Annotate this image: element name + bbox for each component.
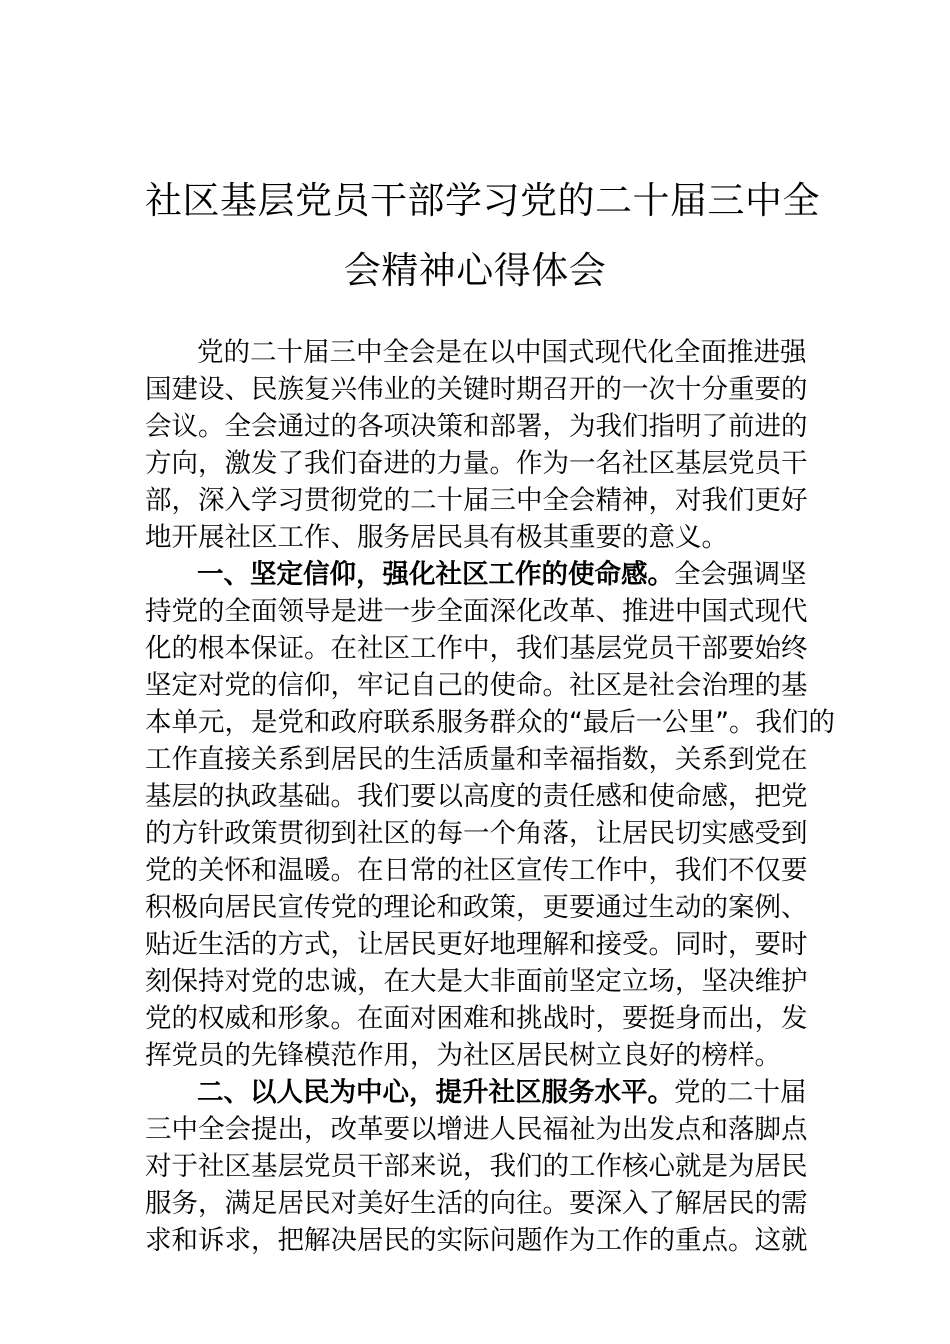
- paragraph-1-line-3: 会议。全会通过的各项决策和部署，为我们指明了前进的: [145, 411, 808, 442]
- section-heading-1: 一、坚定信仰，强化社区工作的使命感。: [197, 559, 674, 590]
- document-title-line-2: 会精神心得体会: [343, 249, 607, 292]
- paragraph-2-line-2: 持党的全面领导是进一步全面深化改革、推进中国式现代: [145, 596, 808, 627]
- paragraph-2-line-4: 坚定对党的信仰，牢记自己的使命。社区是社会治理的基: [145, 670, 808, 701]
- paragraph-3-line-4: 服务，满足居民对美好生活的向往。要深入了解居民的需: [145, 1188, 808, 1219]
- paragraph-2-line-3: 化的根本保证。在社区工作中，我们基层党员干部要始终: [145, 633, 808, 664]
- paragraph-2-line-13: 党的权威和形象。在面对困难和挑战时，要挺身而出，发: [145, 1003, 808, 1034]
- paragraph-2-line-5: 本单元，是党和政府联系服务群众的“最后一公里”。我们的: [145, 707, 835, 738]
- paragraph-2-line-10: 积极向居民宣传党的理论和政策，更要通过生动的案例、: [145, 892, 808, 923]
- paragraph-1-line-5: 部，深入学习贯彻党的二十届三中全会精神，对我们更好: [145, 485, 808, 516]
- paragraph-1-line-2: 国建设、民族复兴伟业的关键时期召开的一次十分重要的: [145, 374, 808, 405]
- paragraph-2-line-1-rest: 全会强调坚: [674, 559, 807, 590]
- paragraph-1-line-1: 党的二十届三中全会是在以中国式现代化全面推进强: [197, 337, 807, 368]
- paragraph-3-line-5: 求和诉求，把解决居民的实际问题作为工作的重点。这就: [145, 1225, 808, 1256]
- paragraph-3-line-2: 三中全会提出，改革要以增进人民福祉为出发点和落脚点: [145, 1114, 808, 1145]
- paragraph-2-line-14: 挥党员的先锋模范作用，为社区居民树立良好的榜样。: [145, 1040, 781, 1071]
- document-title-line-1: 社区基层党员干部学习党的二十届三中全: [145, 179, 820, 222]
- paragraph-2-line-1: [197, 560, 805, 590]
- section-heading-2: 二、以人民为中心，提升社区服务水平。: [197, 1077, 674, 1108]
- paragraph-2-line-8: 的方针政策贯彻到社区的每一个角落，让居民切实感受到: [145, 818, 808, 849]
- paragraph-3-line-1-rest: 党的二十届: [674, 1077, 807, 1108]
- paragraph-3-line-3: 对于社区基层党员干部来说，我们的工作核心就是为居民: [145, 1151, 808, 1182]
- paragraph-2-line-11: 贴近生活的方式，让居民更好地理解和接受。同时，要时: [145, 929, 808, 960]
- paragraph-2-line-7: 基层的执政基础。我们要以高度的责任感和使命感，把党: [145, 781, 808, 812]
- paragraph-1-line-4: 方向，激发了我们奋进的力量。作为一名社区基层党员干: [145, 448, 808, 479]
- paragraph-2-line-6: 工作直接关系到居民的生活质量和幸福指数，关系到党在: [145, 744, 808, 775]
- paragraph-1-line-6: 地开展社区工作、服务居民具有极其重要的意义。: [145, 522, 728, 553]
- paragraph-2-line-9: 党的关怀和温暖。在日常的社区宣传工作中，我们不仅要: [145, 855, 808, 886]
- paragraph-3-line-1: [197, 1078, 805, 1108]
- paragraph-2-line-12: 刻保持对党的忠诚，在大是大非面前坚定立场，坚决维护: [145, 966, 808, 997]
